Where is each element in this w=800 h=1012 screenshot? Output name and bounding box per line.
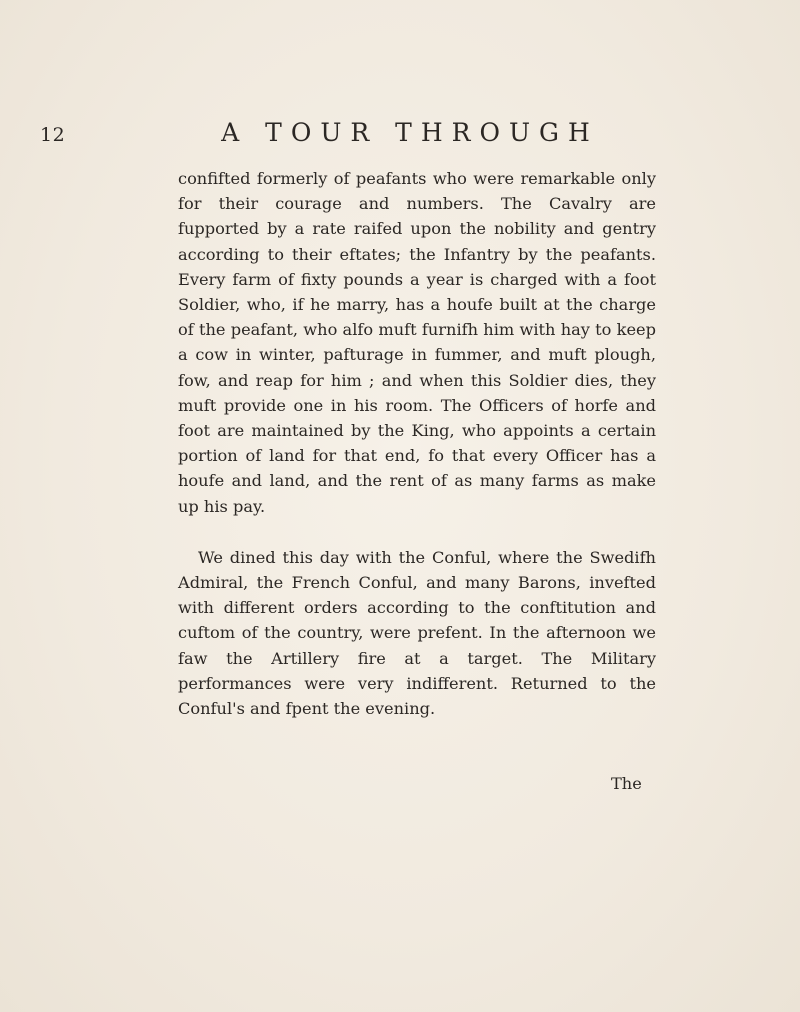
- paragraph: We dined this day with the Conful, where the Swedifh Admiral, the French Conful, and many Barons, invefted with different orders according to the conftitution and cuftom of the country, were prefent. In the afternoon we faw the Artillery fire at a target. The Military performances were very indifferent. Returned to the Conful's and fpent the evening.: [178, 547, 656, 719]
- body-text: [178, 166, 656, 721]
- paragraph: confifted formerly of peafants who were remarkable only for their courage and numbers. The Cavalry are fupported by a rate raifed upon the nobility and gentry according to their eftates; the Infantry by the peafants. Every farm of fixty pounds a year is charged with a foot Soldier, who, if he marry, has a houfe built at the charge of the peafant, who alfo muft furnifh him with hay to keep a cow in winter, pafturage in fummer, and muft plough, fow, and reap for him ; and when this Soldier dies, they muft provide one in his room. The Officers of horfe and foot are maintained by the King, who appoints a certain portion of land for that end, fo that every Officer has a houfe and land, and the rent of as many farms as make up his pay.: [178, 169, 656, 516]
- catchword: The: [611, 774, 642, 793]
- page-header: [40, 118, 760, 148]
- page-number: 12: [40, 124, 66, 146]
- running-head: A TOUR THROUGH: [221, 118, 599, 147]
